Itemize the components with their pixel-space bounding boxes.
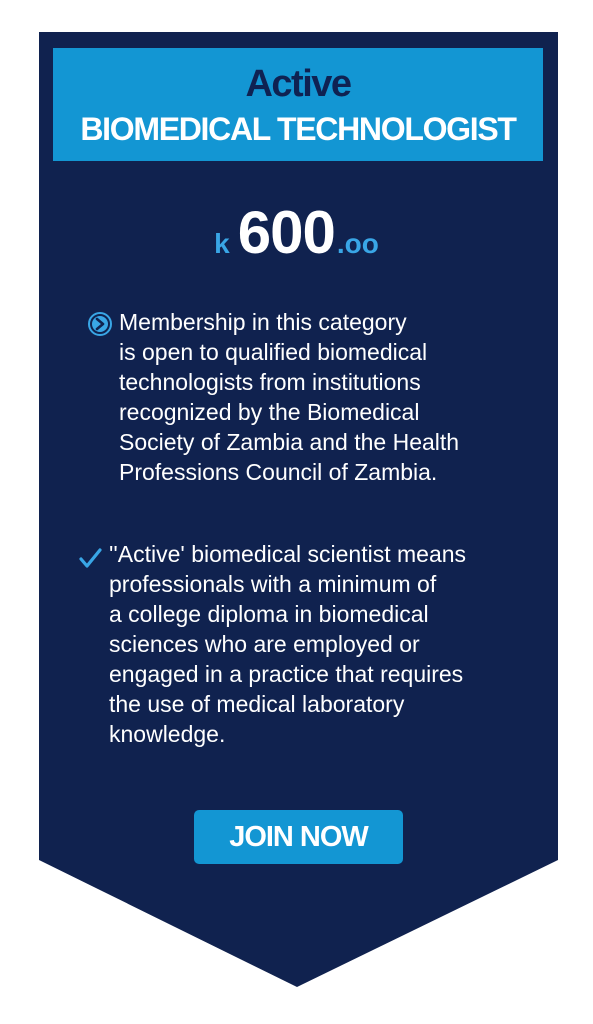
price-cents: .oo [336, 228, 379, 259]
circle-arrow-icon [87, 311, 113, 337]
membership-status-label: Active [245, 63, 351, 105]
membership-category-title: BIOMEDICAL TECHNOLOGIST [80, 111, 516, 147]
card-header [53, 48, 543, 161]
eligibility-description: Membership in this category is open to qualified biomedical technologists from institutions recognized by the Biomedical Society of Zambia and the Health Professions Council of Zambia. [119, 309, 460, 485]
checkmark-icon [78, 545, 104, 571]
membership-price [0, 198, 593, 267]
price-currency: k [214, 228, 230, 259]
join-now-button[interactable]: JOIN NOW [194, 810, 403, 864]
active-definition-description: ''Active' biomedical scientist means professionals with a minimum of a college diploma in biomedical sciences who are employed or engaged in a practice that requires the use of medical laboratory knowledge. [109, 541, 467, 747]
price-amount: 600 [237, 199, 335, 266]
